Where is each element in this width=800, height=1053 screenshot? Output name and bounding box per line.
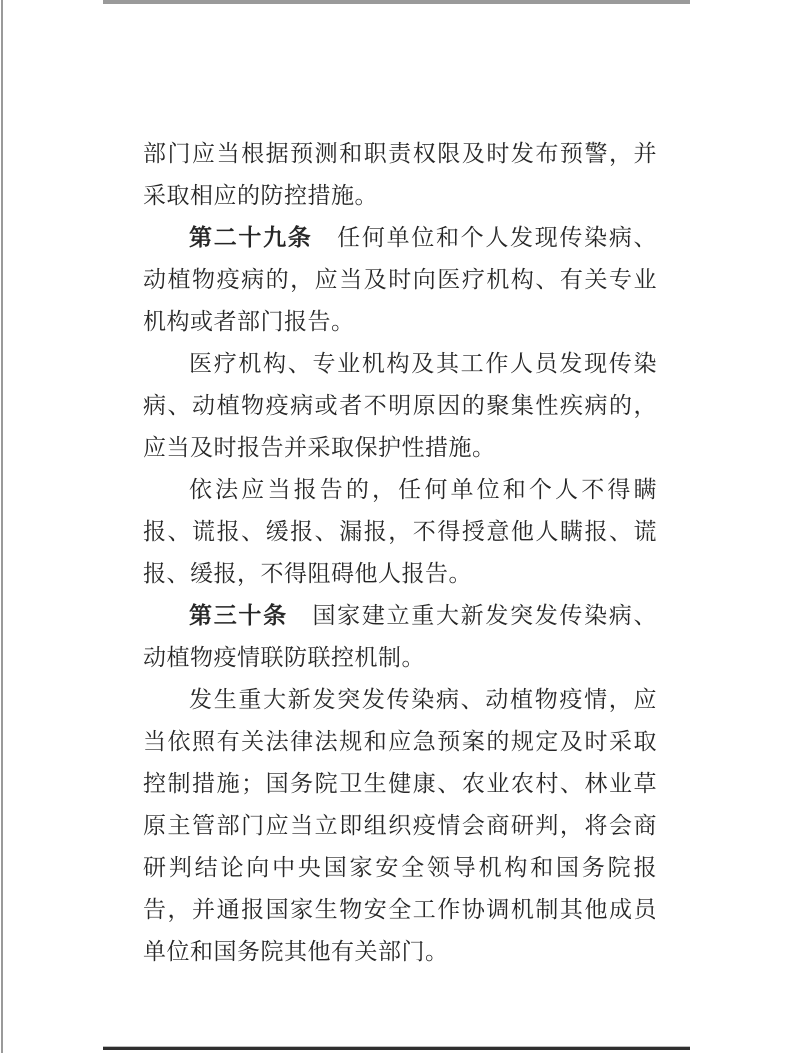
paragraph-text: 医疗机构、专业机构及其工作人员发现传染病、动植物疫病或者不明原因的聚集性疾病的，应当及时报告并采取保护性措施。 (143, 350, 657, 460)
paragraph-text: 部门应当根据预测和职责权限及时发布预警，并采取相应的防控措施。 (143, 140, 657, 208)
paragraph (143, 132, 657, 216)
article-number: 第二十九条 (189, 224, 313, 250)
paragraph (143, 216, 657, 342)
previous-page-edge (103, 0, 690, 4)
paragraph (143, 468, 657, 594)
article-number: 第三十条 (189, 602, 288, 628)
paragraph-text: 依法应当报告的，任何单位和个人不得瞒报、谎报、缓报、漏报，不得授意他人瞒报、谎报、缓报，不得阻碍他人报告。 (143, 476, 657, 586)
paragraph-text: 发生重大新发突发传染病、动植物疫情，应当依照有关法律法规和应急预案的规定及时采取控制措施；国务院卫生健康、农业农村、林业草原主管部门应当立即组织疫情会商研判，将会商研判结论向中央国家安全领导机构和国务院报告，并通报国家生物安全工作协调机制其他成员单位和国务院其他有关部门。 (143, 686, 657, 964)
next-page-edge (103, 1047, 690, 1050)
left-page-border (1, 0, 3, 1053)
paragraph (143, 342, 657, 468)
paragraph-text: 国家建立重大新发突发传染病、动植物疫情联防联控机制。 (143, 602, 658, 670)
paragraph-text: 任何单位和个人发现传染病、动植物疫病的，应当及时向医疗机构、有关专业机构或者部门报告。 (143, 224, 658, 334)
paragraph (143, 594, 657, 678)
document-text (143, 132, 657, 972)
paragraph (143, 678, 657, 972)
